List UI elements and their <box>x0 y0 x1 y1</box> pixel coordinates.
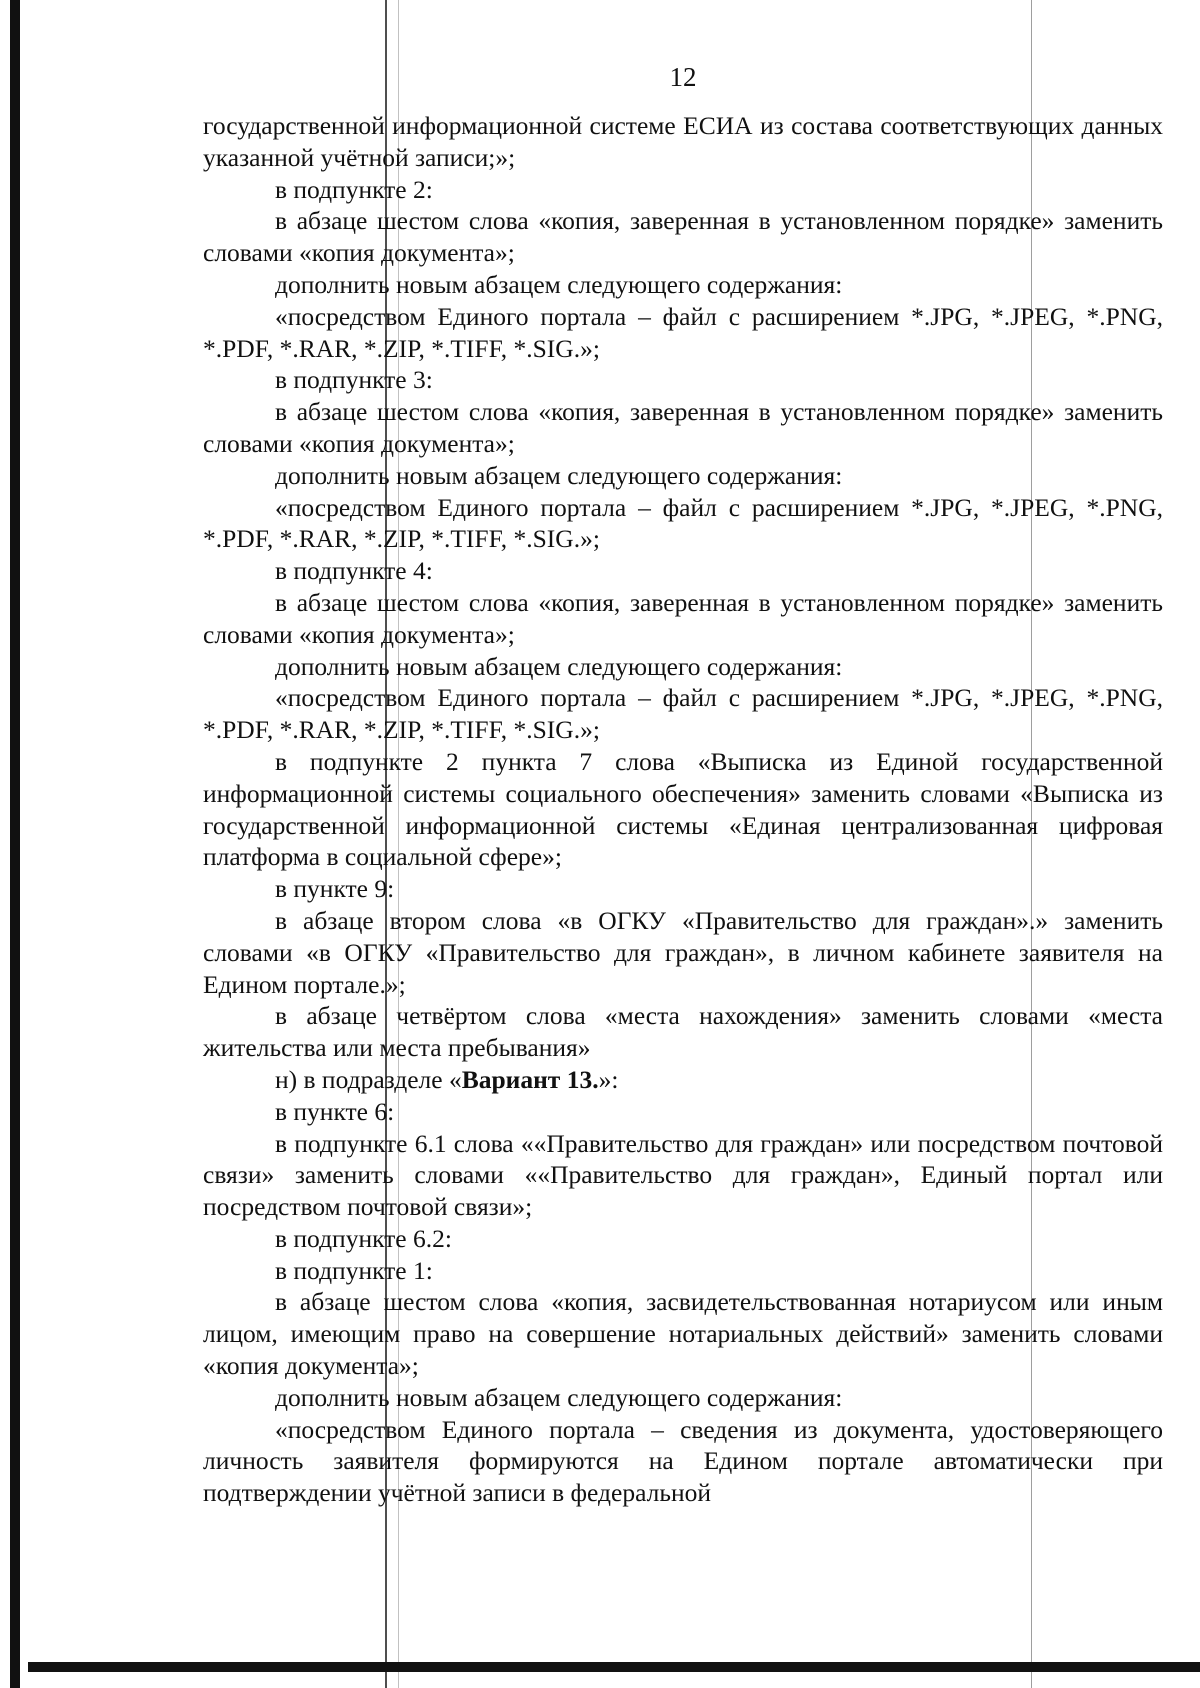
paragraph: в подпункте 2 пункта 7 слова «Выписка из Единой государственной информационной системы социального обеспечения» заменить словами «Выписка из государственной информационной системы «Единая централизованная цифровая платформа в социальной сфере»; <box>203 746 1163 872</box>
heading-suffix: »: <box>598 1064 619 1094</box>
paragraph: в пункте 9: <box>275 874 395 904</box>
heading-prefix: н) в подразделе « <box>275 1064 462 1094</box>
paragraph: в подпункте 6.2: <box>275 1223 452 1253</box>
paragraph: государственной информационной системе ЕСИА из состава соответствующих данных указанной учётной записи;»; <box>203 111 1163 172</box>
variant-title: Вариант 13. <box>461 1064 599 1094</box>
paragraph: дополнить новым абзацем следующего содержания: <box>275 460 843 490</box>
paragraph: в абзаце шестом слова «копия, заверенная в установленном порядке» заменить словами «копия документа»; <box>203 397 1163 458</box>
paragraph: в абзаце шестом слова «копия, заверенная в установленном порядке» заменить словами «копия документа»; <box>203 587 1163 649</box>
paragraph: в подпункте 2: <box>275 174 433 204</box>
paragraph: «посредством Единого портала – файл с расширением *.JPG, *.JPEG, *.PNG, *.PDF, *.RAR, *.ZIP, *.TIFF, *.SIG.»; <box>203 492 1163 554</box>
paragraph: в пункте 6: <box>275 1096 395 1126</box>
paragraph: дополнить новым абзацем следующего содержания: <box>275 269 843 299</box>
document-body <box>203 110 1163 1509</box>
scan-edge-bottom <box>28 1662 1200 1672</box>
paragraph: в абзаце втором слова «в ОГКУ «Правительство для граждан».» заменить словами «в ОГКУ «Правительство для граждан», в личном кабинете заявителя на Едином портале.»; <box>203 905 1163 999</box>
subsection-heading <box>203 1064 1163 1096</box>
paragraph: в абзаце шестом слова «копия, засвидетельствованная нотариусом или иным лицом, имеющим право на совершение нотариальных действий» заменить словами «копия документа»; <box>203 1287 1163 1381</box>
paragraph: в подпункте 1: <box>275 1255 433 1285</box>
scan-edge-left <box>10 0 20 1688</box>
paragraph: «посредством Единого портала – файл с расширением *.JPG, *.JPEG, *.PNG, *.PDF, *.RAR, *.ZIP, *.TIFF, *.SIG.»; <box>203 301 1163 363</box>
paragraph: «посредством Единого портала – сведения из документа, удостоверяющего личность заявителя формируются на Едином портале автоматически при подтверждении учётной записи в федеральной <box>203 1414 1163 1508</box>
paragraph: «посредством Единого портала – файл с расширением *.JPG, *.JPEG, *.PNG, *.PDF, *.RAR, *.ZIP, *.TIFF, *.SIG.»; <box>203 683 1163 745</box>
paragraph: в подпункте 3: <box>275 365 433 395</box>
page-number: 12 <box>669 62 697 92</box>
paragraph: в подпункте 6.1 слова ««Правительство для граждан» или посредством почтовой связи» заменить словами ««Правительство для граждан», Единый портал или посредством почтовой связи»; <box>203 1128 1163 1222</box>
paragraph: в абзаце четвёртом слова «места нахождения» заменить словами «места жительства или места пребывания» <box>203 1001 1163 1063</box>
paragraph: в абзаце шестом слова «копия, заверенная в установленном порядке» заменить словами «копия документа»; <box>203 206 1163 268</box>
paragraph: в подпункте 4: <box>275 556 433 586</box>
paragraph: дополнить новым абзацем следующего содержания: <box>275 1382 843 1412</box>
paragraph: дополнить новым абзацем следующего содержания: <box>275 651 843 681</box>
